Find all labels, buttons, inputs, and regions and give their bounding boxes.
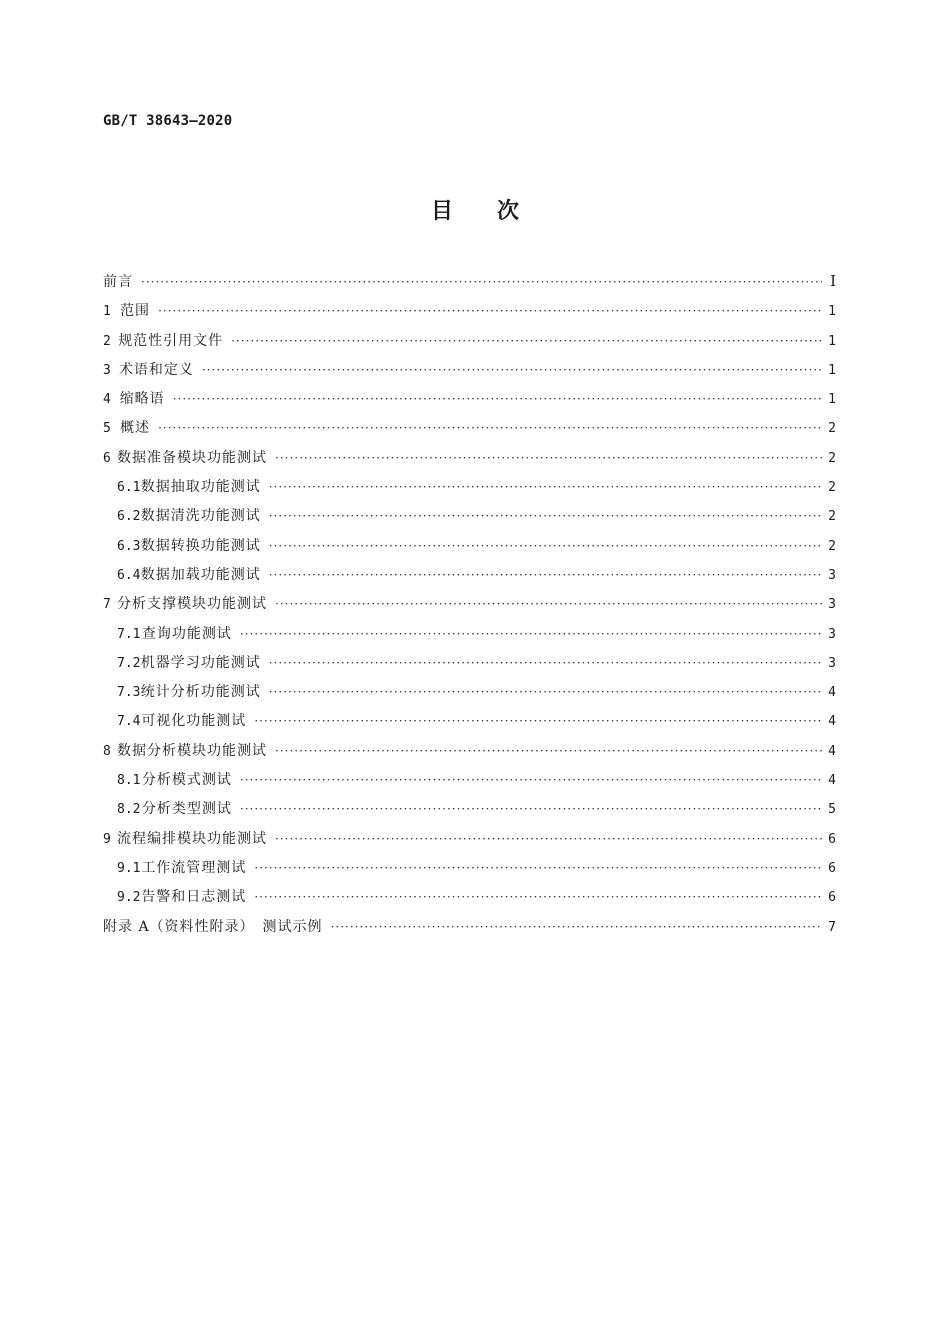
toc-entry-page: I bbox=[830, 272, 836, 290]
toc-leader-dots bbox=[269, 568, 822, 582]
toc-entry-label: 数据清洗功能测试 bbox=[140, 508, 261, 525]
toc-entry-7-3[interactable] bbox=[103, 681, 836, 710]
toc-entry-label: 流程编排模块功能测试 bbox=[117, 830, 268, 847]
toc-entry-7[interactable] bbox=[103, 593, 836, 622]
toc-entry-page: 4 bbox=[828, 743, 836, 759]
toc-entry-label: 数据分析模块功能测试 bbox=[117, 742, 268, 759]
toc-leader-dots bbox=[254, 714, 822, 728]
toc-entry-7-1[interactable] bbox=[103, 623, 836, 652]
toc-entry-label: 统计分析功能测试 bbox=[140, 684, 261, 701]
toc-entry-number: 6.3 bbox=[117, 538, 141, 554]
toc-entry-number: 7.2 bbox=[117, 655, 141, 671]
toc-entry-number: 7.3 bbox=[117, 685, 141, 701]
toc-entry-8-1[interactable] bbox=[103, 769, 836, 798]
toc-entry-6[interactable] bbox=[103, 447, 836, 476]
toc-entry-page: 3 bbox=[828, 655, 836, 671]
toc-entry-number: 6.2 bbox=[117, 509, 141, 525]
toc-entry-label: 数据加载功能测试 bbox=[140, 566, 261, 583]
toc-entry-number: 6.1 bbox=[117, 480, 141, 496]
toc-leader-dots bbox=[269, 509, 822, 523]
toc-entry-number: 6 bbox=[103, 450, 111, 466]
toc-entry-2[interactable] bbox=[103, 330, 836, 359]
toc-entry-label: 分析类型测试 bbox=[141, 801, 232, 818]
toc-entry-6-2[interactable] bbox=[103, 505, 836, 534]
toc-entry-page: 4 bbox=[828, 685, 836, 701]
toc-entry-6-3[interactable] bbox=[103, 535, 836, 564]
toc-entry-label: 分析模式测试 bbox=[141, 772, 232, 789]
toc-entry-6-4[interactable] bbox=[103, 564, 836, 593]
toc-entry-page: 2 bbox=[828, 421, 836, 437]
toc-entry-page: 1 bbox=[828, 333, 836, 349]
toc-entry-3[interactable] bbox=[103, 359, 836, 388]
toc-leader-dots bbox=[275, 451, 822, 465]
toc-entry-9-1[interactable] bbox=[103, 857, 836, 886]
toc-entry-page: 6 bbox=[828, 831, 836, 847]
toc-leader-dots bbox=[254, 861, 822, 875]
toc-entry-page: 4 bbox=[828, 714, 836, 730]
toc-entry-number: 1 bbox=[103, 304, 111, 320]
toc-entry-label: 告警和日志测试 bbox=[141, 889, 247, 906]
toc-entry-9-2[interactable] bbox=[103, 886, 836, 915]
toc-entry-page: 6 bbox=[828, 890, 836, 906]
toc-leader-dots bbox=[202, 363, 822, 377]
toc-entry-page: 2 bbox=[828, 450, 836, 466]
toc-entry-page: 2 bbox=[828, 509, 836, 525]
toc-leader-dots bbox=[254, 890, 822, 904]
toc-leader-dots bbox=[275, 832, 822, 846]
toc-entry-7-4[interactable] bbox=[103, 710, 836, 739]
toc-entry-label: 前言 bbox=[103, 274, 133, 290]
toc-entry-page: 2 bbox=[828, 538, 836, 554]
toc-entry-page: 4 bbox=[828, 773, 836, 789]
toc-entry-number: 9 bbox=[103, 831, 111, 847]
toc-leader-dots bbox=[240, 802, 822, 816]
toc-leader-dots bbox=[269, 480, 822, 494]
toc-entry-number: 6.4 bbox=[117, 567, 141, 583]
toc-entry-number: 7.4 bbox=[117, 714, 141, 730]
toc-entry-label: 规范性引用文件 bbox=[118, 332, 224, 349]
table-of-contents bbox=[103, 271, 836, 945]
toc-entry-number: 2 bbox=[103, 333, 111, 349]
toc-leader-dots bbox=[141, 275, 822, 289]
toc-entry-label: 查询功能测试 bbox=[141, 625, 232, 642]
toc-entry-page: 3 bbox=[828, 626, 836, 642]
toc-entry-page: 6 bbox=[828, 860, 836, 876]
toc-entry-number: 7.1 bbox=[117, 626, 141, 642]
page-title: 目次 bbox=[430, 199, 563, 224]
toc-entry-4[interactable] bbox=[103, 388, 836, 417]
toc-entry-label: 数据准备模块功能测试 bbox=[117, 449, 268, 466]
toc-entry-page: 3 bbox=[828, 597, 836, 613]
toc-entry-1[interactable] bbox=[103, 300, 836, 329]
standard-code: GB/T 38643—2020 bbox=[103, 113, 233, 129]
toc-leader-dots bbox=[269, 539, 822, 553]
toc-entry-page: 2 bbox=[828, 480, 836, 496]
toc-entry-page: 1 bbox=[828, 392, 836, 408]
toc-entry-number: 8.1 bbox=[117, 773, 141, 789]
toc-entry-number: 5 bbox=[103, 421, 111, 437]
toc-entry-page: 7 bbox=[828, 919, 836, 935]
toc-leader-dots bbox=[240, 773, 822, 787]
toc-entry-9[interactable] bbox=[103, 828, 836, 857]
toc-entry-8-2[interactable] bbox=[103, 798, 836, 827]
toc-entry-label: 数据转换功能测试 bbox=[140, 537, 261, 554]
toc-entry-6-1[interactable] bbox=[103, 476, 836, 505]
toc-entry-number: 9.1 bbox=[117, 860, 141, 876]
toc-leader-dots bbox=[275, 744, 822, 758]
toc-entry-7-2[interactable] bbox=[103, 652, 836, 681]
toc-entry-label: 机器学习功能测试 bbox=[140, 654, 261, 671]
toc-entry-5[interactable] bbox=[103, 417, 836, 446]
toc-entry-label: 数据抽取功能测试 bbox=[140, 479, 261, 496]
toc-entry-page: 1 bbox=[828, 362, 836, 378]
toc-entry-number: 7 bbox=[103, 597, 111, 613]
toc-entry-number: 4 bbox=[103, 392, 111, 408]
toc-entry-number: 8 bbox=[103, 743, 111, 759]
toc-entry-page: 5 bbox=[828, 802, 836, 818]
toc-entry-label: 缩略语 bbox=[119, 391, 165, 408]
toc-entry-label: 可视化功能测试 bbox=[141, 713, 247, 730]
toc-entry-label: 术语和定义 bbox=[118, 361, 194, 378]
toc-entry-page: 1 bbox=[828, 304, 836, 320]
toc-leader-dots bbox=[158, 304, 822, 318]
toc-entry-label: 工作流管理测试 bbox=[141, 859, 247, 876]
toc-entry-page: 3 bbox=[828, 567, 836, 583]
toc-entry-label: 概述 bbox=[120, 420, 151, 437]
toc-entry-number: 3 bbox=[103, 362, 111, 378]
toc-entry-number: 8.2 bbox=[117, 802, 141, 818]
toc-leader-dots bbox=[173, 392, 822, 406]
toc-leader-dots bbox=[275, 597, 822, 611]
toc-leader-dots bbox=[269, 656, 822, 670]
toc-entry-foreword[interactable] bbox=[103, 271, 836, 300]
toc-leader-dots bbox=[158, 421, 822, 435]
toc-entry-number: 9.2 bbox=[117, 890, 141, 906]
toc-entry-label: 附录 A（资料性附录） 测试示例 bbox=[103, 918, 323, 935]
toc-entry-label: 分析支撑模块功能测试 bbox=[117, 596, 268, 613]
toc-entry-label: 范围 bbox=[120, 303, 151, 320]
toc-leader-dots bbox=[269, 685, 822, 699]
toc-entry-8[interactable] bbox=[103, 740, 836, 769]
toc-leader-dots bbox=[231, 334, 822, 348]
toc-leader-dots bbox=[240, 627, 822, 641]
toc-entry-appendix-a[interactable] bbox=[103, 916, 836, 945]
toc-leader-dots bbox=[331, 920, 822, 934]
